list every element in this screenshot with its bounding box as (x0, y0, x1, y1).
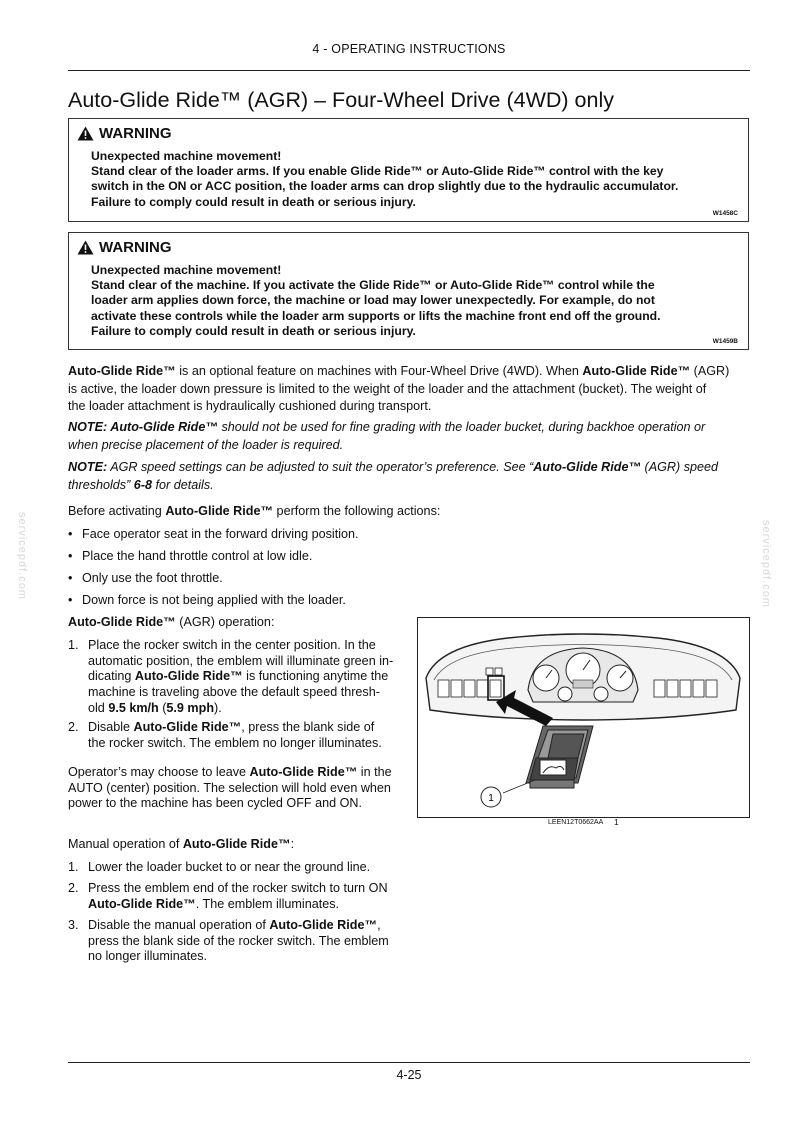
warning-line: switch in the ON or ACC position, the loader arms can drop slightly due to the hydraulic accumulator. (91, 179, 679, 194)
warning-line: Failure to comply could result in death or serious injury. (91, 194, 416, 209)
note-paragraph: NOTE: Auto-Glide Ride™ should not be used for fine grading with the loader bucket, during backhoe operation or when precise placement of the loader is required. (68, 420, 706, 452)
list-item: • Place the hand throttle control at low idle. (68, 549, 313, 563)
warning-code: W1459B (712, 338, 738, 345)
intro-paragraph: Auto-Glide Ride™ is an optional feature on machines with Four-Wheel Drive (4WD). When Auto-Glide Ride™ (AGR) is active, the loader down pressure is limited to the weight of the loader and the attachment (bucket). The weight of the loader attachment is hydraulically cushioned during transport. (68, 364, 730, 413)
warning-label: WARNING (99, 239, 172, 256)
warning-line: loader arm applies down force, the machine or load may lower unexpectedly. For example, do not (91, 293, 655, 308)
numbered-step: 3. Disable the manual operation of Auto-Glide Ride™, press the blank side of the rocker switch. The emblem no longer illuminates. (68, 918, 389, 964)
numbered-step: 2. Disable Auto-Glide Ride™, press the blank side of the rocker switch. The emblem no longer illuminates. (68, 720, 382, 750)
list-item: • Face operator seat in the forward driving position. (68, 527, 359, 541)
agr-operation-heading: Auto-Glide Ride™ (AGR) operation: (68, 615, 275, 629)
warning-line: Failure to comply could result in death or serious injury. (91, 323, 416, 338)
note-paragraph: NOTE: AGR speed settings can be adjusted to suit the operator’s preference. See “Auto-Glide Ride™ (AGR) speed thresholds” 6-8 for details. (68, 460, 719, 492)
before-paragraph: Before activating Auto-Glide Ride™ perform the following actions: (68, 504, 441, 518)
figure-number: 1 (614, 817, 619, 827)
section-title: Auto-Glide Ride™ (AGR) – Four-Wheel Drive (4WD) only (68, 88, 614, 112)
numbered-step: 1. Place the rocker switch in the center position. In the automatic position, the emblem will illuminate green in- dicating Auto-Glide Ride™ is functioning anytime the machine is traveling above the default speed thresh- old 9.5 km/h (5.9 mph). (68, 638, 394, 715)
warning-code: W1458C (712, 210, 738, 217)
watermark: servicepdf.com (760, 520, 772, 608)
page-number: 4-25 (396, 1068, 422, 1082)
dashboard-illustration (417, 617, 750, 818)
warning-line: Unexpected machine movement! (91, 149, 282, 163)
list-item: • Only use the foot throttle. (68, 571, 223, 585)
page-header (68, 42, 750, 71)
warning-heading (77, 125, 172, 142)
warning-triangle-icon (77, 126, 94, 141)
warning-box (68, 118, 749, 222)
numbered-step: 2. Press the emblem end of the rocker switch to turn ON Auto-Glide Ride™. The emblem illuminates. (68, 881, 388, 911)
footer-rule (68, 1062, 750, 1063)
warning-line: Unexpected machine movement! (91, 263, 282, 277)
manual-operation-heading: Manual operation of Auto-Glide Ride™: (68, 837, 295, 851)
warning-line: Stand clear of the machine. If you activate the Glide Ride™ or Auto-Glide Ride™ control while the (91, 278, 655, 293)
operators-paragraph: Operator’s may choose to leave Auto-Glide Ride™ in the AUTO (center) position. The selection will hold even when power to the machine has been cycled OFF and ON. (68, 765, 392, 811)
numbered-step: 1. Lower the loader bucket to or near the ground line. (68, 860, 371, 874)
warning-text (91, 149, 728, 210)
figure-caption: LEEN12T0662AA (548, 819, 604, 826)
callout-number: 1 (488, 793, 494, 804)
warning-box (68, 232, 749, 350)
watermark: servicepdf.com (16, 512, 28, 600)
dashboard-drawing (418, 618, 749, 817)
warning-triangle-icon (77, 240, 94, 255)
warning-label: WARNING (99, 125, 172, 142)
list-item: • Down force is not being applied with the loader. (68, 593, 346, 607)
warning-line: activate these controls while the loader arm supports or lifts the machine front end off the ground. (91, 308, 661, 323)
page-header-text: 4 - OPERATING INSTRUCTIONS (312, 42, 506, 56)
warning-line: Stand clear of the loader arms. If you enable Glide Ride™ or Auto-Glide Ride™ control with the key (91, 164, 664, 179)
warning-text (91, 263, 728, 339)
warning-heading (77, 239, 172, 256)
